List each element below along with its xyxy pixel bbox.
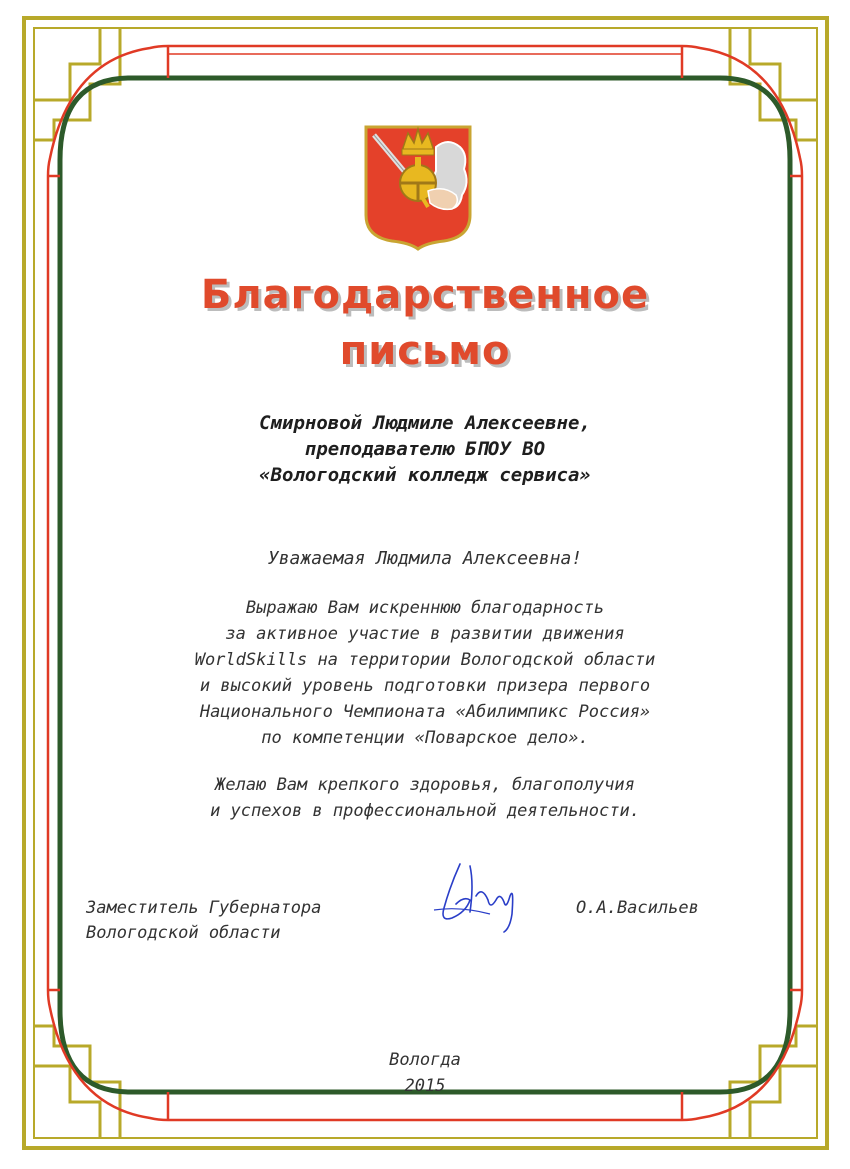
recipient-line: «Вологодский колледж сервиса» (259, 464, 591, 486)
paragraph-line: и успехов в профессиональной деятельности. (210, 801, 640, 821)
coat-of-arms-icon (364, 125, 472, 251)
signer-position-line: Заместитель Губернатора (86, 898, 322, 918)
place-date (0, 1047, 850, 1099)
gratitude-paragraph (0, 595, 850, 751)
paragraph-line: Национального Чемпионата «Абилимпикс Россия» (199, 702, 651, 722)
paragraph-line: Желаю Вам крепкого здоровья, благополучия (215, 775, 635, 795)
wishes-paragraph (0, 772, 850, 824)
paragraph-line: за активное участие в развитии движения (225, 624, 625, 644)
place: Вологда (389, 1050, 461, 1070)
document-title-line2: письмо (339, 328, 511, 374)
year: 2015 (404, 1076, 446, 1096)
signer-name: О.А.Васильев (576, 898, 699, 918)
salutation: Уважаемая Людмила Алексеевна! (267, 548, 583, 569)
paragraph-line: и высокий уровень подготовки призера первого (199, 676, 651, 696)
paragraph-line: Выражаю Вам искреннюю благодарность (245, 598, 605, 618)
recipient-block (0, 410, 850, 488)
paragraph-line: по компетенции «Поварское дело». (261, 728, 589, 748)
document-title-line1: Благодарственное (200, 272, 650, 318)
recipient-line: Смирновой Людмиле Алексеевне, (259, 412, 591, 434)
recipient-line: преподавателю БПОУ ВО (304, 438, 546, 460)
signer-position-line: Вологодской области (86, 923, 281, 943)
handwritten-signature (430, 856, 520, 936)
signer-position (86, 896, 321, 946)
paragraph-line: WorldSkills на территории Вологодской области (194, 650, 656, 670)
